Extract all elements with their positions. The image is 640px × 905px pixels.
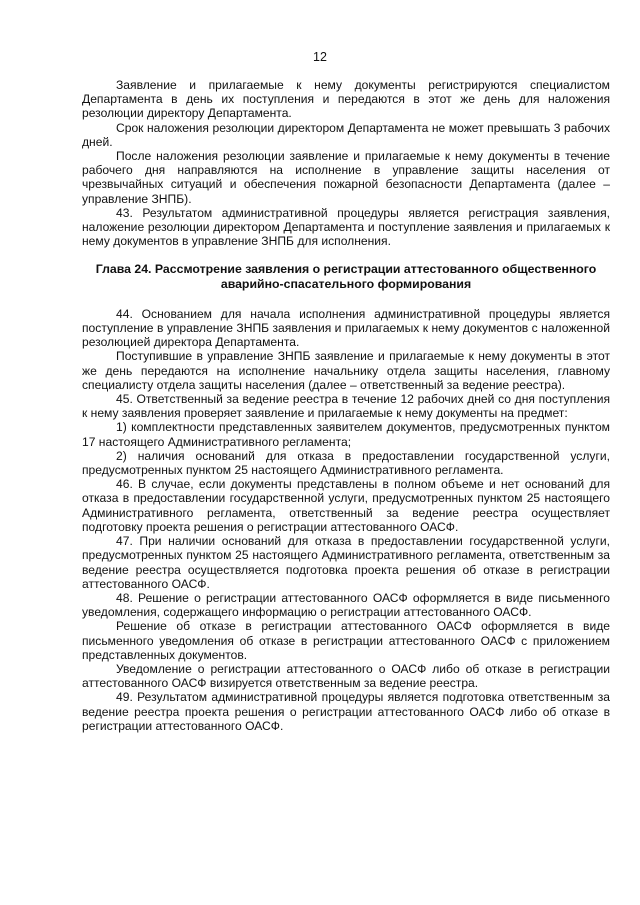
paragraph: 49. Результатом административной процедуры является подготовка ответственным за ведение реестра проекта решения о регистрации аттестованного ОАСФ либо об отказе в регистрации аттестованного ОАСФ. [82,690,610,733]
chapter-title: Глава 24. Рассмотрение заявления о регистрации аттестованного общественного аварийно-спасательного формирования [95,262,597,291]
document-body [82,78,610,733]
paragraph: Поступившие в управление ЗНПБ заявление и прилагаемые к нему документы в этот же день передаются на исполнение начальнику отдела защиты населения, главному специалисту отдела защиты населения (далее – ответственный за ведение реестра). [82,349,610,392]
paragraph: Срок наложения резолюции директором Департамента не может превышать 3 рабочих дней. [82,120,610,149]
paragraph: 47. При наличии оснований для отказа в предоставлении государственной услуги, предусмотренных пунктом 25 настоящего Административного регламента, ответственным за ведение реестра осуществляется подготовка проекта решения об отказе в регистрации аттестованного ОАСФ. [82,534,610,591]
paragraph: Уведомление о регистрации аттестованного о ОАСФ либо об отказе в регистрации аттестованного ОАСФ визируется ответственным за ведение реестра. [82,661,610,691]
paragraph: 46. В случае, если документы представлены в полном объеме и нет оснований для отказа в предоставлении государственной услуги, предусмотренных пунктом 25 настоящего Административного регламента, ответственный за ведение реестра осуществляет подготовку проекта решения о регистрации аттестованного ОАСФ. [82,477,610,534]
paragraph: Заявление и прилагаемые к нему документы регистрируются специалистом Департамента в день их поступления и передаются в этот же день для наложения резолюции директору Департамента. [82,78,610,121]
list-item: 2) наличия оснований для отказа в предоставлении государственной услуги, предусмотренных пунктом 25 настоящего Административного регламента. [82,448,610,478]
paragraph: 44. Основанием для начала исполнения административной процедуры является поступление в управление ЗНПБ заявления и прилагаемых к нему документов с наложенной резолюцией директора Департамента. [82,306,610,350]
paragraph: Решение об отказе в регистрации аттестованного ОАСФ оформляется в виде письменного уведомления об отказе в регистрации аттестованного ОАСФ с приложением представленных документов. [82,619,610,662]
paragraph: После наложения резолюции заявление и прилагаемые к нему документы в течение рабочего дня направляются на исполнение в управление защиты населения от чрезвычайных ситуаций и обеспечения пожарной безопасности Департамента (далее – управление ЗНПБ). [82,149,610,206]
paragraph: 43. Результатом административной процедуры является регистрация заявления, наложение резолюции директором Департамента и поступление заявления и прилагаемых к нему документов в управление ЗНПБ для исполнения. [82,205,610,249]
paragraph: 48. Решение о регистрации аттестованного ОАСФ оформляется в виде письменного уведомления, содержащего информацию о регистрации аттестованного ОАСФ. [82,590,610,620]
list-item: 1) комплектности представленных заявителем документов, предусмотренных пунктом 17 настоящего Административного регламента; [82,420,610,449]
paragraph: 45. Ответственный за ведение реестра в течение 12 рабочих дней со дня поступления к нему заявления проверяет заявление и прилагаемые к нему документы на предмет: [82,392,610,421]
page-number: 12 [313,50,327,64]
